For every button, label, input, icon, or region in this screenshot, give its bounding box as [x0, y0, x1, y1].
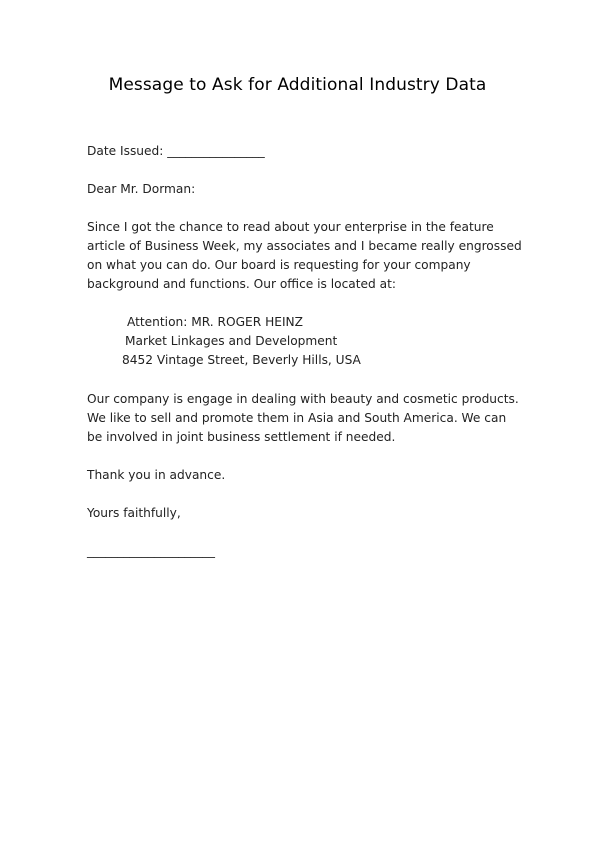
- paragraph-intro-line: on what you can do. Our board is requesting for your company: [87, 258, 471, 272]
- address-attention: Attention: MR. ROGER HEINZ: [127, 315, 303, 329]
- date-blank: ________________: [167, 144, 265, 158]
- paragraph-intro-line: article of Business Week, my associates and I became really engrossed: [87, 239, 522, 253]
- thanks-line: Thank you in advance.: [87, 468, 226, 482]
- address-department: Market Linkages and Development: [125, 334, 338, 348]
- date-label: Date Issued:: [87, 144, 164, 158]
- paragraph-intro-line: Since I got the chance to read about your enterprise in the feature: [87, 220, 494, 234]
- paragraph-intro-line: background and functions. Our office is located at:: [87, 277, 397, 291]
- closing-line: Yours faithfully,: [87, 506, 181, 520]
- address-street: 8452 Vintage Street, Beverly Hills, USA: [122, 353, 361, 367]
- salutation: Dear Mr. Dorman:: [87, 182, 196, 196]
- paragraph-company-line: be involved in joint business settlement if needed.: [87, 430, 396, 444]
- document-title: Message to Ask for Additional Industry Data: [108, 75, 487, 95]
- paragraph-company: [87, 390, 517, 447]
- paragraph-company-line: Our company is engage in dealing with beauty and cosmetic products.: [87, 392, 519, 406]
- paragraph-intro: [87, 218, 522, 294]
- date-line: [87, 142, 517, 161]
- paragraph-company-line: We like to sell and promote them in Asia and South America. We can: [87, 411, 507, 425]
- signature-blank: _____________________: [87, 544, 215, 558]
- office-address: [87, 313, 517, 370]
